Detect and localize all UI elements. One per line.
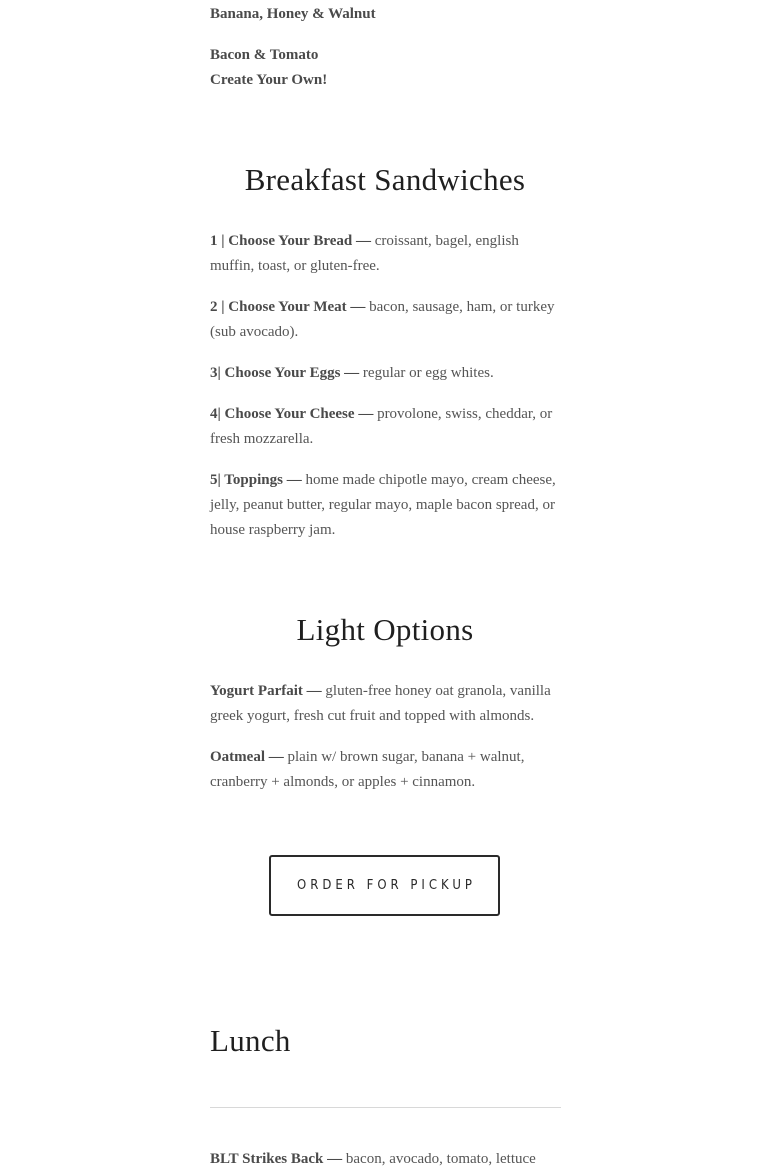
menu-item-name: Create Your Own!	[210, 72, 328, 88]
menu-item-desc: plain w/ brown sugar, banana + walnut, cranberry + almonds, or apples + cinnamon.	[210, 749, 525, 790]
section-title-breakfast: Breakfast Sandwiches	[244, 162, 526, 197]
menu-item-name: Banana, Honey & Walnut	[210, 6, 376, 22]
menu-item-name: 5| Toppings	[210, 472, 283, 488]
menu-item-desc: home made chipotle mayo, cream cheese, jelly, peanut butter, regular mayo, maple bacon spread, or house raspberry jam.	[210, 472, 556, 538]
menu-item	[210, 229, 560, 279]
menu-item-name: Bacon & Tomato	[210, 47, 319, 63]
section-divider	[210, 1107, 561, 1108]
menu-item-desc: bacon, avocado, tomato, lettuce	[345, 1151, 536, 1167]
menu-item-name: BLT Strikes Back	[210, 1151, 324, 1167]
menu-item-desc: croissant, bagel, english muffin, toast, or gluten-free.	[210, 233, 519, 274]
menu-item-name: 2 | Choose Your Meat	[210, 299, 347, 315]
menu-item-separator: —	[282, 472, 306, 488]
menu-item-name: 1 | Choose Your Bread	[210, 233, 353, 249]
menu-item	[210, 43, 560, 68]
section-title-light: Light Options	[296, 612, 474, 647]
menu-item-desc: provolone, swiss, cheddar, or fresh mozzarella.	[210, 406, 553, 447]
order-for-pickup-button[interactable]: ORDER FOR PICKUP	[269, 855, 500, 916]
light-items	[210, 679, 560, 795]
lunch-items	[210, 1147, 560, 1172]
menu-item	[210, 402, 560, 452]
menu-item	[210, 679, 560, 729]
menu-item-separator: —	[352, 233, 375, 249]
menu-item-separator: —	[323, 1151, 346, 1167]
menu-item	[210, 68, 560, 93]
section-title-lunch: Lunch	[210, 1023, 291, 1058]
menu-item	[210, 2, 560, 27]
menu-item-name: Yogurt Parfait	[210, 683, 303, 699]
breakfast-items	[210, 229, 560, 543]
menu-item-name: 4| Choose Your Cheese	[210, 406, 355, 422]
menu-item-desc: gluten-free honey oat granola, vanilla greek yogurt, fresh cut fruit and topped with almonds.	[210, 683, 551, 724]
menu-item	[210, 361, 560, 386]
menu-item	[210, 1147, 560, 1172]
menu-item	[210, 745, 560, 795]
menu-item	[210, 468, 560, 543]
menu-item-desc: regular or egg whites.	[362, 365, 494, 381]
menu-item-desc: bacon, sausage, ham, or turkey (sub avocado).	[210, 299, 555, 340]
menu-item-name: 3| Choose Your Eggs	[210, 365, 341, 381]
menu-item	[210, 295, 560, 345]
menu-item-name: Oatmeal	[210, 749, 265, 765]
top-items	[210, 2, 560, 93]
menu-item-separator: —	[346, 299, 370, 315]
menu-item-separator: —	[340, 365, 363, 381]
menu-item-separator: —	[264, 749, 288, 765]
menu-item-separator: —	[302, 683, 326, 699]
menu-item-separator: —	[354, 406, 378, 422]
